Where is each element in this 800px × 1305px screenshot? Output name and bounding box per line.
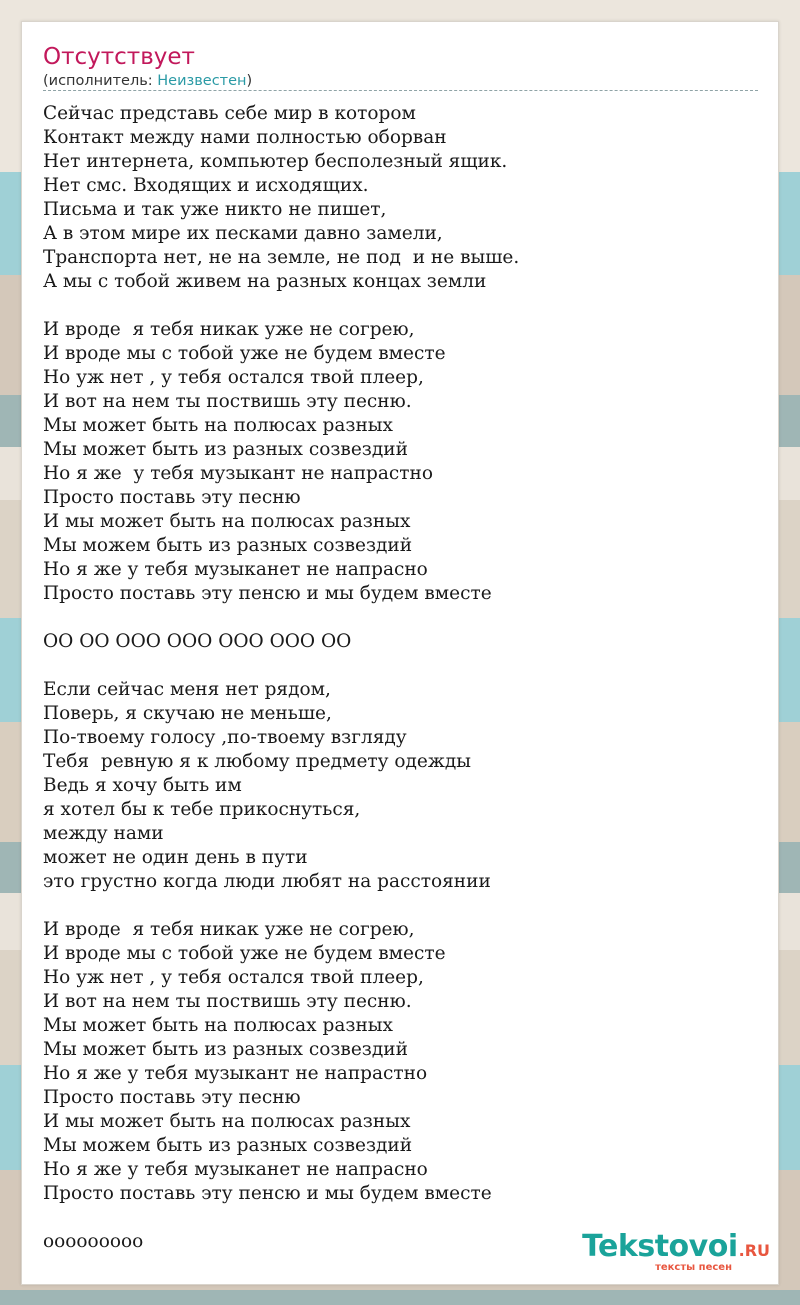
- lyrics-line: Просто поставь эту пенсю и мы будем вместе: [43, 1183, 492, 1204]
- lyrics-line: Нет смс. Входящих и исходящих.: [43, 175, 369, 196]
- artist-suffix: ): [246, 73, 253, 89]
- lyrics-text: [43, 102, 743, 1254]
- lyrics-line: Мы может быть из разных созвездий: [43, 1039, 408, 1060]
- lyrics-line: [43, 894, 743, 918]
- lyrics-line: Сейчас представь себе мир в котором: [43, 103, 416, 124]
- logo-tld: .RU: [738, 1241, 770, 1260]
- lyrics-line: Просто поставь эту песню: [43, 487, 301, 508]
- title-divider: [43, 90, 758, 91]
- lyrics-line: [43, 1206, 743, 1230]
- lyrics-line: Если сейчас меня нет рядом,: [43, 679, 331, 700]
- lyrics-line: Мы может быть на полюсах разных: [43, 415, 393, 436]
- lyrics-line: Но я же у тебя музыкант не напрастно: [43, 1063, 428, 1084]
- lyrics-line: Но уж нет , у тебя остался твой плеер,: [43, 967, 424, 988]
- artist-line: [43, 72, 252, 90]
- lyrics-line: И мы может быть на полюсах разных: [43, 1111, 411, 1132]
- lyrics-line: И вот на нем ты поствишь эту песню.: [43, 991, 412, 1012]
- lyrics-line: А в этом мире их песками давно замели,: [43, 223, 443, 244]
- lyrics-line: Но я же у тебя музыканет не напрасно: [43, 559, 428, 580]
- lyrics-line: Письма и так уже никто не пишет,: [43, 199, 387, 220]
- lyrics-line: И вроде мы с тобой уже не будем вместе: [43, 343, 446, 364]
- lyrics-line: [43, 654, 743, 678]
- lyrics-line: Мы можем быть из разных созвездий: [43, 535, 413, 556]
- song-title: Отсутствует: [43, 44, 195, 70]
- lyrics-line: Просто поставь эту пенсю и мы будем вместе: [43, 583, 492, 604]
- lyrics-line: Но я же у тебя музыкант не напрастно: [43, 463, 433, 484]
- lyrics-line: Контакт между нами полностью оборван: [43, 127, 447, 148]
- lyrics-line: Мы может быть из разных созвездий: [43, 439, 408, 460]
- lyrics-line: По-твоему голосу ,по-твоему взгляду: [43, 727, 407, 748]
- lyrics-line: Нет интернета, компьютер бесполезный ящик.: [43, 151, 508, 172]
- lyrics-line: Мы может быть на полюсах разных: [43, 1015, 393, 1036]
- lyrics-line: Но я же у тебя музыканет не напрасно: [43, 1159, 428, 1180]
- artist-prefix: (исполнитель:: [43, 73, 158, 89]
- lyrics-line: Ведь я хочу быть им: [43, 775, 242, 796]
- artist-link[interactable]: Неизвестен: [157, 73, 247, 89]
- lyrics-line: между нами: [43, 823, 164, 844]
- lyrics-card: [21, 21, 779, 1285]
- lyrics-line: ОО ОО ООО ООО ООО ООО ОО: [43, 631, 352, 652]
- lyrics-line: Поверь, я скучаю не меньше,: [43, 703, 332, 724]
- lyrics-line: И мы может быть на полюсах разных: [43, 511, 411, 532]
- lyrics-line: И вроде мы с тобой уже не будем вместе: [43, 943, 446, 964]
- lyrics-line: [43, 294, 743, 318]
- lyrics-line: это грустно когда люди любят на расстоянии: [43, 871, 491, 892]
- lyrics-line: Тебя ревную я к любому предмету одежды: [43, 751, 472, 772]
- lyrics-line: может не один день в пути: [43, 847, 308, 868]
- lyrics-line: И вроде я тебя никак уже не согрею,: [43, 919, 415, 940]
- lyrics-line: И вот на нем ты поствишь эту песню.: [43, 391, 412, 412]
- lyrics-line: ооооооооо: [43, 1231, 144, 1252]
- lyrics-line: Транспорта нет, не на земле, не под и не выше.: [43, 247, 520, 268]
- lyrics-line: [43, 606, 743, 630]
- logo-wordmark: Tekstovoi: [582, 1229, 738, 1264]
- logo-tagline: тексты песен: [655, 1262, 732, 1273]
- lyrics-line: я хотел бы к тебе прикоснуться,: [43, 799, 361, 820]
- lyrics-line: И вроде я тебя никак уже не согрею,: [43, 319, 415, 340]
- site-logo[interactable]: [560, 1230, 770, 1278]
- lyrics-line: А мы с тобой живем на разных концах земли: [43, 271, 487, 292]
- lyrics-line: Мы можем быть из разных созвездий: [43, 1135, 413, 1156]
- lyrics-line: Просто поставь эту песню: [43, 1087, 301, 1108]
- lyrics-line: Но уж нет , у тебя остался твой плеер,: [43, 367, 424, 388]
